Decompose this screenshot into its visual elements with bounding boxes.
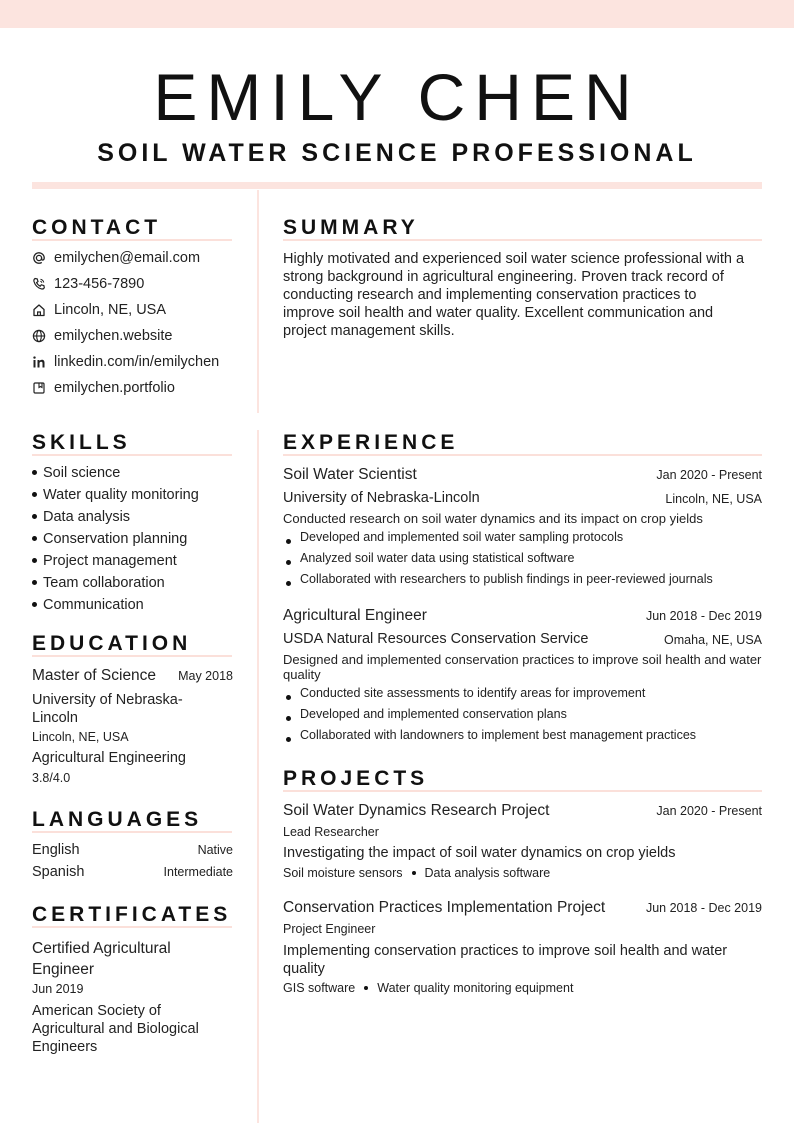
projects-heading-rule — [283, 790, 762, 792]
project-name: Soil Water Dynamics Research Project — [283, 802, 550, 819]
job-location: Lincoln, NE, USA — [665, 492, 762, 506]
skills-heading-rule — [32, 454, 232, 456]
certificates-heading-rule — [32, 926, 232, 928]
job-bullet: Conducted site assessments to identify areas for improvement — [283, 686, 645, 700]
job-location: Omaha, NE, USA — [664, 633, 762, 647]
bullet-dot — [286, 560, 291, 565]
education-degree: Master of Science — [32, 667, 157, 684]
summary-line: project management skills. — [283, 323, 455, 339]
project-tool: Data analysis software — [424, 866, 551, 880]
bullet-dot — [286, 716, 291, 721]
summary-line: Highly motivated and experienced soil water science professional with a — [283, 251, 745, 267]
contact-portfolio[interactable] — [32, 378, 175, 398]
language-level: Intermediate — [163, 865, 233, 879]
skill-item: Communication — [32, 597, 144, 613]
separator-dot — [412, 871, 416, 875]
globe-icon — [32, 329, 46, 343]
project-description: Investigating the impact of soil water dynamics on crop yields — [283, 845, 676, 861]
language-level: Native — [197, 843, 233, 857]
candidate-headline: SOIL WATER SCIENCE PROFESSIONAL — [97, 139, 697, 167]
contact-linkedin-text: linkedin.com/in/emilychen — [54, 354, 220, 370]
education-heading-rule — [32, 655, 232, 657]
skill-item: Conservation planning — [32, 531, 187, 547]
portfolio-icon — [32, 381, 46, 395]
contact-linkedin[interactable] — [32, 352, 219, 372]
language-name: Spanish — [32, 864, 85, 880]
summary-line: improve soil health and water quality. Excellent communication and — [283, 305, 714, 321]
education-field: Agricultural Engineering — [32, 750, 186, 766]
project-description: Implementing conservation practices to improve soil health and water quality — [283, 943, 728, 977]
job-dates: Jan 2020 - Present — [656, 468, 762, 482]
skill-item: Team collaboration — [32, 575, 165, 591]
phone-icon — [32, 277, 46, 291]
contact-phone[interactable] — [32, 274, 144, 294]
contact-phone-text: 123-456-7890 — [54, 276, 145, 292]
project-tools — [283, 981, 573, 995]
contact-website[interactable] — [32, 326, 172, 346]
skill-item: Data analysis — [32, 509, 130, 525]
bullet-dot — [32, 514, 37, 519]
job-description: Conducted research on soil water dynamics and its impact on crop yields — [283, 511, 703, 526]
bullet-dot — [286, 581, 291, 586]
column-divider-top — [257, 190, 259, 413]
bullet-dot — [286, 695, 291, 700]
contact-website-text: emilychen.website — [54, 328, 173, 344]
separator-dot — [364, 986, 368, 990]
bullet-dot — [32, 536, 37, 541]
contact-location-text: Lincoln, NE, USA — [54, 302, 167, 318]
project-dates: Jun 2018 - Dec 2019 — [645, 901, 762, 915]
linkedin-icon — [32, 355, 46, 369]
at-icon — [32, 251, 46, 265]
project-role: Project Engineer — [283, 922, 376, 936]
summary-text — [283, 250, 744, 340]
language-name: English — [32, 842, 80, 858]
bullet-dot — [32, 558, 37, 563]
project-tool: Water quality monitoring equipment — [377, 981, 574, 995]
contact-heading: CONTACT — [32, 216, 162, 239]
job-title: Agricultural Engineer — [283, 607, 427, 624]
education-location: Lincoln, NE, USA — [32, 730, 129, 744]
header-divider — [32, 182, 762, 189]
experience-heading: EXPERIENCE — [283, 431, 459, 454]
skill-item: Project management — [32, 553, 177, 569]
education-school: University of Nebraska- Lincoln — [32, 692, 183, 726]
project-tool: GIS software — [283, 981, 356, 995]
summary-line: strong background in agricultural engineering. Proven track record of — [283, 269, 724, 285]
job-bullet: Collaborated with researchers to publish findings in peer-reviewed journals — [283, 572, 713, 586]
top-accent-bar — [0, 0, 794, 28]
education-gpa: 3.8/4.0 — [32, 771, 71, 785]
skill-item: Soil science — [32, 465, 120, 481]
certificate-issuer: American Society of Agricultural and Biological Engineers — [32, 1003, 199, 1055]
contact-heading-rule — [32, 239, 232, 241]
bullet-dot — [286, 539, 291, 544]
certificate-date: Jun 2019 — [32, 982, 84, 996]
bullet-dot — [32, 602, 37, 607]
bullet-dot — [32, 492, 37, 497]
education-date: May 2018 — [178, 669, 233, 683]
summary-heading-rule — [283, 239, 762, 241]
bullet-dot — [286, 737, 291, 742]
job-organization: University of Nebraska-Lincoln — [283, 490, 480, 506]
job-title: Soil Water Scientist — [283, 466, 417, 483]
job-bullet: Developed and implemented soil water sampling protocols — [283, 530, 623, 544]
project-dates: Jan 2020 - Present — [656, 804, 762, 818]
job-bullet: Collaborated with landowners to implement best management practices — [283, 728, 696, 742]
home-icon — [32, 303, 46, 317]
job-bullet: Developed and implemented conservation plans — [283, 707, 567, 721]
project-tools — [283, 866, 550, 880]
contact-email[interactable] — [32, 248, 200, 268]
job-description: Designed and implemented conservation practices to improve soil health and water quality — [283, 652, 762, 682]
project-name: Conservation Practices Implementation Project — [283, 899, 606, 916]
contact-portfolio-text: emilychen.portfolio — [54, 380, 175, 396]
column-divider-bottom — [257, 430, 259, 1123]
skill-item: Water quality monitoring — [32, 487, 199, 503]
certificate-name: Certified Agricultural Engineer — [32, 940, 171, 978]
summary-line: conducting research and implementing conservation practices to — [283, 287, 697, 303]
bullet-dot — [32, 470, 37, 475]
projects-heading: PROJECTS — [283, 767, 429, 790]
skills-heading: SKILLS — [32, 431, 131, 454]
summary-heading: SUMMARY — [283, 216, 419, 239]
experience-heading-rule — [283, 454, 762, 456]
certificates-heading: CERTIFICATES — [32, 903, 232, 926]
bullet-dot — [32, 580, 37, 585]
project-role: Lead Researcher — [283, 825, 379, 839]
job-bullet: Analyzed soil water data using statistical software — [283, 551, 574, 565]
candidate-name: EMILY CHEN — [153, 60, 641, 134]
contact-location — [32, 300, 166, 320]
languages-heading: LANGUAGES — [32, 808, 203, 831]
education-heading: EDUCATION — [32, 632, 192, 655]
languages-heading-rule — [32, 831, 232, 833]
job-dates: Jun 2018 - Dec 2019 — [645, 609, 762, 623]
project-tool: Soil moisture sensors — [283, 866, 403, 880]
contact-email-text: emilychen@email.com — [54, 250, 201, 266]
job-organization: USDA Natural Resources Conservation Service — [283, 631, 589, 647]
